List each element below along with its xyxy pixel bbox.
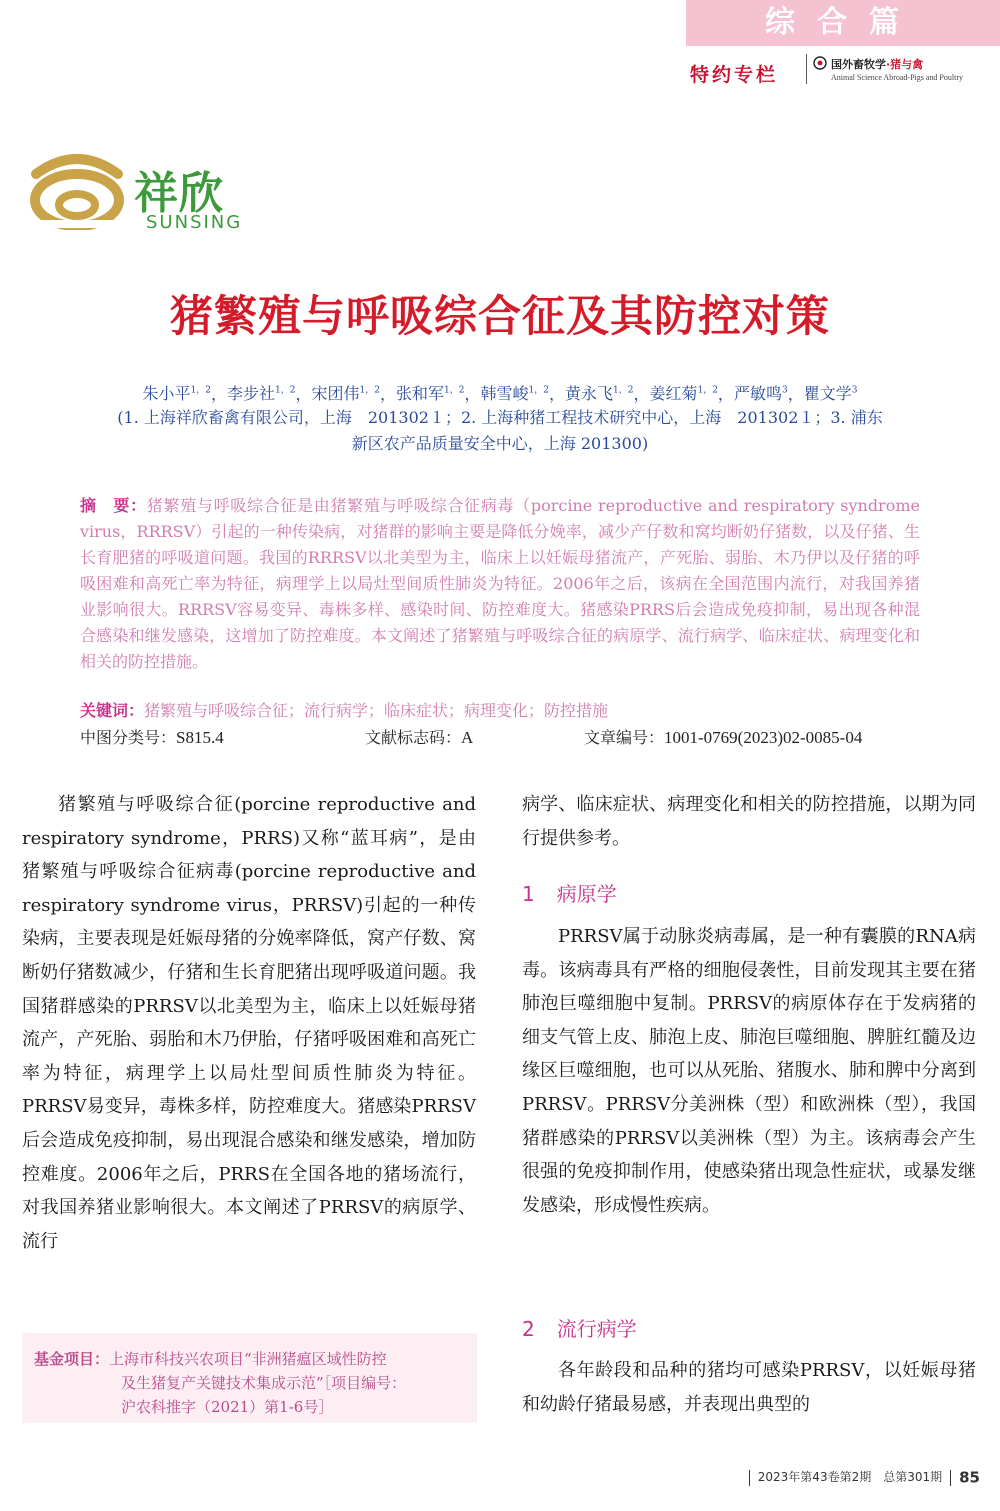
author bbox=[649, 384, 717, 403]
section-2-paragraph: 各年龄段和品种的猪均可感染PRRSV，以妊娠母猪和幼龄仔猪最易感，并表现出典型的 bbox=[522, 1360, 976, 1415]
footer-divider-2 bbox=[950, 1470, 951, 1486]
article-number-value: 1001-0769(2023)02-0085-04 bbox=[664, 728, 863, 747]
header-divider bbox=[806, 54, 807, 84]
author-affiliation-mark: 1，2 bbox=[275, 386, 296, 396]
fund-line-3: 沪农科推字（2021）第1-6号］ bbox=[121, 1398, 334, 1416]
column-label: 特约专栏 bbox=[690, 64, 779, 86]
author-affiliation-mark: 1，2 bbox=[190, 386, 212, 396]
fund-line-2: 及生猪复产关键技术集成示范”［项目编号： bbox=[121, 1374, 407, 1392]
author-affiliation-mark: 1，2 bbox=[359, 386, 380, 396]
brand-mark-icon bbox=[22, 150, 132, 230]
issue-info: 2023年第43卷第2期 总第301期 bbox=[757, 1470, 943, 1484]
author bbox=[312, 384, 380, 403]
journal-emblem-icon bbox=[813, 56, 827, 70]
author bbox=[396, 384, 464, 403]
clc-value: S815.4 bbox=[176, 728, 224, 747]
affiliation-line-1: (1. 上海祥欣畜禽有限公司，上海 201302１；2. 上海种猪工程技术研究中心，上海 201302１；3. 浦东 bbox=[117, 408, 883, 427]
paper-title: 猪繁殖与呼吸综合征及其防控对策 bbox=[170, 292, 830, 342]
author-affiliation-mark: 3 bbox=[851, 386, 858, 396]
doc-code-value: A bbox=[461, 728, 474, 747]
affiliations bbox=[40, 405, 960, 457]
journal-name bbox=[831, 56, 963, 72]
author-name: 李步社 bbox=[227, 384, 276, 404]
doc-code-label: 文献标志码： bbox=[365, 728, 462, 747]
section-1-paragraph: PRRSV属于动脉炎病毒属，是一种有囊膜的RNA病毒。该病毒具有严格的细胞侵袭性，目前发现其主要在猪肺泡巨噬细胞中复制。PRRSV的病原体存在于发病猪的细支气管上皮、肺泡上皮、肺泡巨噬细胞、脾脏红髓及边缘区巨噬细胞，也可以从死胎、猪腹水、肺和脾中分离到PRRSV。PRRSV分美洲株（型）和欧洲株（型），我国猪群感染的PRRSV以美洲株（型）为主。该病毒会产生很强的免疫抑制作用，使感染猪出现急性症状，或暴发继发感染，形成慢性疾病。 bbox=[522, 926, 976, 1216]
author bbox=[734, 384, 788, 403]
author bbox=[227, 384, 295, 403]
author-name: 黄永飞 bbox=[564, 384, 613, 404]
author-name: 朱小平 bbox=[142, 384, 191, 404]
abstract bbox=[80, 493, 920, 675]
brand-logo bbox=[22, 150, 132, 234]
author-name: 张和军 bbox=[396, 384, 445, 404]
author-affiliation-mark: 1，2 bbox=[697, 386, 718, 396]
page-footer bbox=[640, 1468, 980, 1487]
keywords-label: 关键词： bbox=[80, 701, 145, 720]
document-code bbox=[365, 725, 473, 751]
journal-name-main: 国外畜牧学 bbox=[831, 58, 886, 71]
author-name: 姜红菊 bbox=[649, 384, 698, 404]
brand-name-en: SUNSING bbox=[146, 212, 243, 233]
author-affiliation-mark: 3 bbox=[781, 386, 788, 396]
affiliation-line-2: 新区农产品质量安全中心，上海 201300) bbox=[351, 434, 649, 453]
author bbox=[143, 384, 211, 403]
section-2-number: 2 bbox=[522, 1317, 535, 1341]
clc-number bbox=[80, 725, 224, 751]
journal-name-sub: ·猪与禽 bbox=[886, 58, 924, 71]
author-name: 宋团伟 bbox=[311, 384, 360, 404]
section-title: 综合篇 bbox=[765, 5, 921, 40]
section-2-heading bbox=[522, 1313, 637, 1342]
author bbox=[804, 384, 858, 403]
author-name: 瞿文学 bbox=[803, 384, 852, 404]
author bbox=[565, 384, 633, 403]
author-name: 韩雪峻 bbox=[480, 384, 529, 404]
journal-logo bbox=[813, 56, 963, 82]
article-number bbox=[584, 725, 862, 751]
section-1-number: 1 bbox=[522, 882, 535, 906]
section-1-heading bbox=[522, 878, 617, 907]
section-2-title: 流行病学 bbox=[556, 1317, 637, 1341]
keywords bbox=[80, 698, 920, 724]
intro-paragraph: 猪繁殖与呼吸综合征(porcine reproductive and respiratory syndrome，PRRS)又称“蓝耳病”，是由猪繁殖与呼吸综合征病毒(porcine reproductive and respiratory syndrome virus，PRRSV)引起的一种传染病，主要表现是妊娠母猪的分娩率降低，窝产仔数、窝断奶仔猪数减少，仔猪和生长育肥猪出现呼吸道问题。我国猪群感染的PRRSV以北美型为主，临床上以妊娠母猪流产，产死胎、弱胎和木乃伊胎，仔猪呼吸困难和高死亡率为特征，病理学上以局灶型间质性肺炎为特征。PRRSV易变异，毒株多样，防控难度大。猪感染PRRSV后会造成免疫抑制，易出现混合感染和继发感染，增加防控难度。2006年之后，PRRS在全国各地的猪场流行，对我国养猪业影响很大。本文阐述了PRRSV的病原学、流行 bbox=[22, 794, 476, 1252]
body-column-right-intro bbox=[522, 788, 976, 855]
fund-info bbox=[34, 1347, 474, 1419]
author-list: 朱小平$^{1,2}$，李步社$^{1,2}$，宋团伟$^{1,2}$，张和军$^{1,2}$，韩雪峻$^{1,2}$，黄永飞$^{1,2}$，姜红菊$^{1,2}$，严敏鸣$^3$，瞿文学$^3$ bbox=[142, 384, 858, 404]
article-number-label: 文章编号： bbox=[584, 728, 665, 747]
author-name: 严敏鸣 bbox=[733, 384, 782, 404]
fund-line-1: 上海市科技兴农项目“非洲猪瘟区域性防控 bbox=[109, 1350, 387, 1368]
author-affiliation-mark: 1，2 bbox=[528, 386, 549, 396]
brand-name-cn: 祥欣 bbox=[134, 168, 224, 219]
clc-label: 中图分类号： bbox=[80, 728, 177, 747]
section-1-title: 病原学 bbox=[556, 882, 617, 906]
body-column-left bbox=[22, 788, 476, 1258]
author bbox=[480, 384, 548, 403]
abstract-label: 摘 要： bbox=[80, 496, 147, 515]
page-number: 85 bbox=[959, 1468, 980, 1487]
author-affiliation-mark: 1，2 bbox=[612, 386, 634, 396]
author-affiliation-mark: 1，2 bbox=[444, 386, 465, 396]
keywords-text: 猪繁殖与呼吸综合征；流行病学；临床症状；病理变化；防控措施 bbox=[144, 701, 609, 720]
section-1-body bbox=[522, 920, 976, 1222]
footer-divider bbox=[749, 1470, 750, 1486]
fund-label: 基金项目： bbox=[34, 1350, 110, 1368]
intro-continued: 病学、临床症状、病理变化和相关的防控措施，以期为同行提供参考。 bbox=[522, 794, 976, 849]
journal-name-en: Animal Science Abroad-Pigs and Poultry bbox=[831, 73, 963, 82]
abstract-text: 猪繁殖与呼吸综合征是由猪繁殖与呼吸综合征病毒（porcine reproductive and respiratory syndrome virus，RRRSV）引起的一种传染病，对猪群的影响主要是降低分娩率，减少产仔数和窝均断奶仔猪数，以及仔猪、生长育肥猪的呼吸道问题。我国的RRRSV以北美型为主，临床上以妊娠母猪流产，产死胎、弱胎、木乃伊以及仔猪的呼吸困难和高死亡率为特征，病理学上以局灶型间质性肺炎为特征。2006年之后，该病在全国范围内流行，对我国养猪业影响很大。RRRSV容易变异、毒株多样、感染时间、防控难度大。猪感染PRRS后会造成免疫抑制，易出现各种混合感染和继发感染，这增加了防控难度。本文阐述了猪繁殖与呼吸综合征的病原学、流行病学、临床症状、病理变化和相关的防控措施。 bbox=[80, 496, 920, 671]
section-2-body bbox=[522, 1354, 976, 1421]
